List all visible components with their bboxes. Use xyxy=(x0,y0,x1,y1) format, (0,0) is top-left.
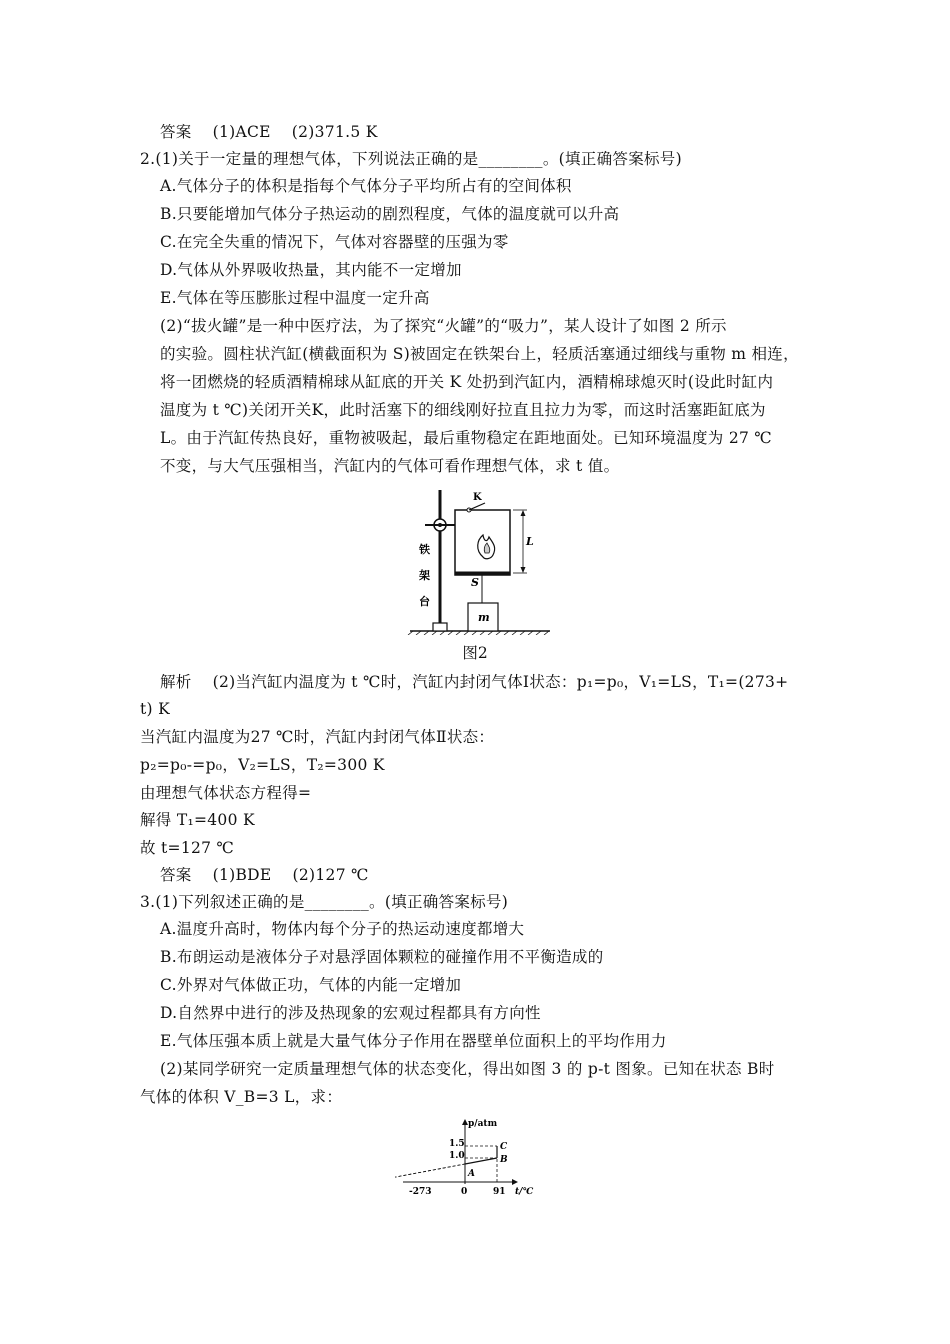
q2-solution-line: 由理想气体状态方程得= xyxy=(140,784,312,802)
y-axis-label: p/atm xyxy=(468,1119,498,1129)
point-label-b: B xyxy=(500,1155,508,1165)
figure-2-apparatus xyxy=(405,485,565,635)
q2-solution-line: 故 t=127 ℃ xyxy=(140,839,235,857)
figure-2-caption: 图2 xyxy=(462,644,488,662)
q2-part2-line: 的实验。圆柱状汽缸(横截面积为 S)被固定在铁架台上，轻质活塞通过细线与重物 m 相连， xyxy=(160,345,799,363)
label-m: m xyxy=(478,611,490,624)
q3-option-d: D.自然界中进行的涉及热现象的宏观过程都具有方向性 xyxy=(160,1004,541,1022)
q2-solution-line: 解得 T₁=400 K xyxy=(140,811,255,829)
q2-option-a: A.气体分子的体积是指每个气体分子平均所占有的空间体积 xyxy=(160,177,572,195)
q2-option-d: D.气体从外界吸收热量，其内能不一定增加 xyxy=(160,261,462,279)
q3-option-b: B.布朗运动是液体分子对悬浮固体颗粒的碰撞作用不平衡造成的 xyxy=(160,948,604,966)
label-l: L xyxy=(526,535,534,548)
label-k: K xyxy=(473,492,482,503)
q2-option-b: B.只要能增加气体分子热运动的剧烈程度，气体的温度就可以升高 xyxy=(160,205,620,223)
q2-option-c: C.在完全失重的情况下，气体对容器壁的压强为零 xyxy=(160,233,509,251)
q2-stem: 2.(1)关于一定量的理想气体，下列说法正确的是________。(填正确答案标号) xyxy=(140,150,682,168)
q2-part2-line: (2)“拔火罐”是一种中医疗法，为了探究“火罐”的“吸力”，某人设计了如图 2 所示 xyxy=(160,317,727,335)
q2-part2-line: L。由于汽缸传热良好，重物被吸起，最后重物稳定在距地面处。已知环境温度为 27 ℃ xyxy=(160,429,773,447)
q3-part2-line: 气体的体积 V_B=3 L，求： xyxy=(140,1088,343,1106)
q3-option-c: C.外界对气体做正功，气体的内能一定增加 xyxy=(160,976,462,994)
q2-part2-line: 不变，与大气压强相当，汽缸内的气体可看作理想气体，求 t 值。 xyxy=(160,457,620,475)
answer-q2: 答案 (1)BDE (2)127 ℃ xyxy=(160,866,369,884)
q3-stem: 3.(1)下列叙述正确的是________。(填正确答案标号) xyxy=(140,893,509,911)
stand-base xyxy=(433,623,447,631)
point-label-a: A xyxy=(468,1169,475,1179)
q3-option-a: A.温度升高时，物体内每个分子的热运动速度都增大 xyxy=(160,920,525,938)
x-tick-label: 91 xyxy=(493,1187,506,1197)
stand-label-char: 台 xyxy=(419,595,430,608)
q2-option-e: E.气体在等压膨胀过程中温度一定升高 xyxy=(160,289,430,307)
stand-label-char: 铁 xyxy=(419,543,430,556)
label-s: S xyxy=(471,576,479,589)
q2-solution-line: 解析 (2)当汽缸内温度为 t ℃时，汽缸内封闭气体Ⅰ状态：p₁=p₀，V₁=LS，T₁=(273+ xyxy=(160,673,789,691)
answer-q1: 答案 (1)ACE (2)371.5 K xyxy=(160,123,378,141)
extrapolation-dashed-line xyxy=(395,1164,465,1182)
q2-part2-line: 将一团燃烧的轻质酒精棉球从缸底的开关 K 处扔到汽缸内，酒精棉球熄灭时(设此时缸内 xyxy=(160,373,774,391)
q3-part2-line: (2)某同学研究一定质量理想气体的状态变化，得出如图 3 的 p-t 图象。已知在状态 B时 xyxy=(160,1060,775,1078)
q2-solution-line: 当汽缸内温度为27 ℃时，汽缸内封闭气体Ⅱ状态： xyxy=(140,728,495,746)
q2-solution-line: p₂=p₀-=p₀，V₂=LS，T₂=300 K xyxy=(140,756,385,774)
x-axis-label: t/℃ xyxy=(515,1187,534,1197)
segment-a-b xyxy=(465,1158,497,1164)
q2-solution-line: t) K xyxy=(140,700,170,718)
y-tick-label: 1.5 xyxy=(449,1139,465,1149)
figure-3-pt-chart xyxy=(395,1112,555,1204)
point-label-c: C xyxy=(500,1142,508,1152)
q3-option-e: E.气体压强本质上就是大量气体分子作用在器壁单位面积上的平均作用力 xyxy=(160,1032,667,1050)
y-tick-label: 1.0 xyxy=(449,1151,465,1161)
extrapolation-to-a xyxy=(395,1164,465,1182)
x-tick-label: 0 xyxy=(461,1187,468,1197)
q2-part2-line: 温度为 t ℃)关闭开关K，此时活塞下的细线刚好拉直且拉力为零，而这时活塞距缸底为 xyxy=(160,401,766,419)
stand-label-char: 架 xyxy=(419,569,430,582)
x-tick-label: -273 xyxy=(409,1187,432,1197)
